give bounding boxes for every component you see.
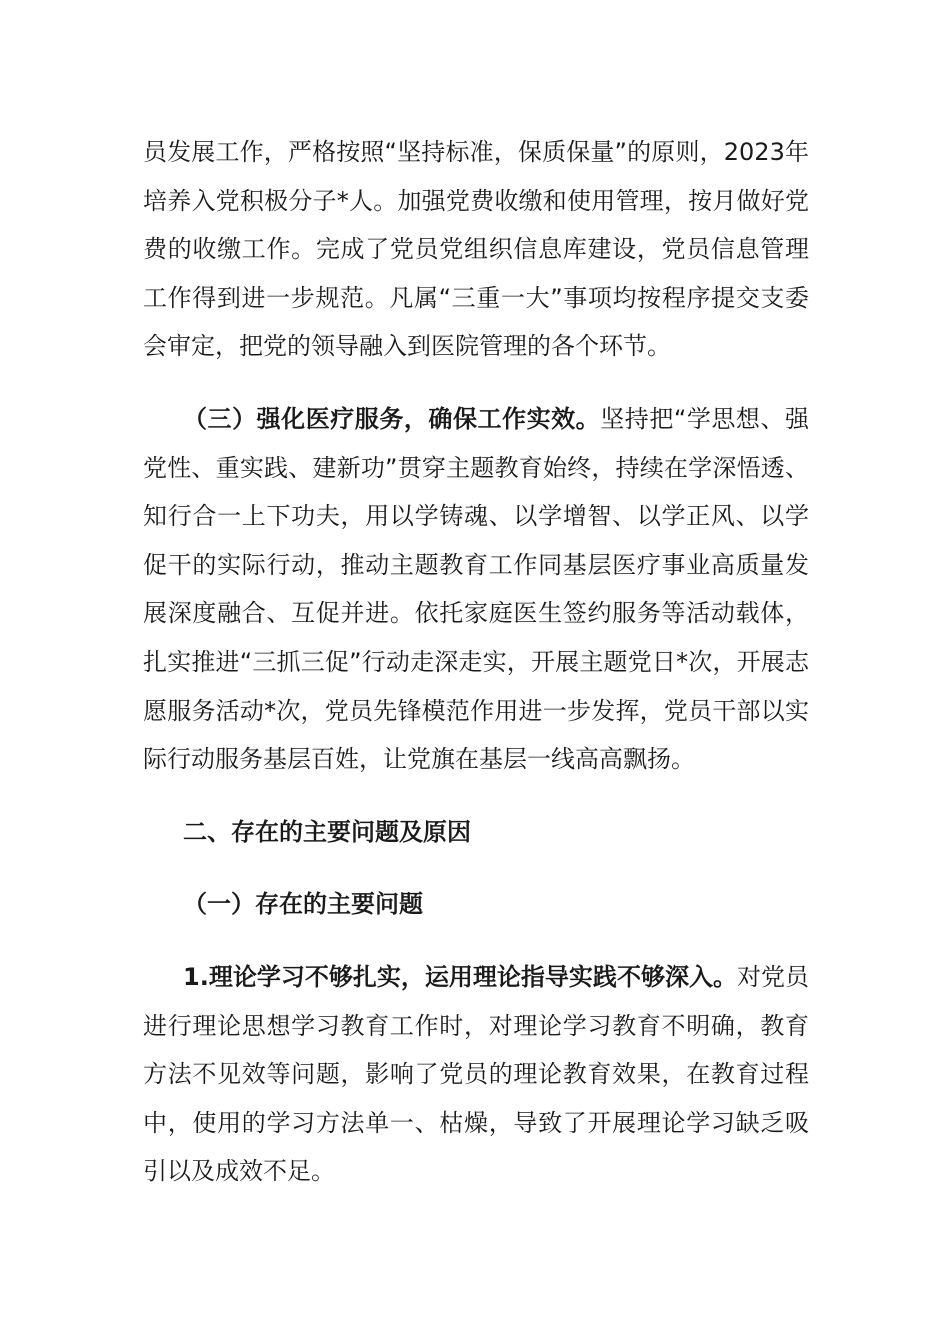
- paragraph-text: 员发展工作，严格按照“坚持标准，保质保量”的原则，2023年培养入党积极分子*人。加强党费收缴和使用管理，按月做好党费的收缴工作。完成了党员党组织信息库建设，党员信息管理工作得到进一步规范。凡属“三重一大”事项均按程序提交支委会审定，把党的领导融入到医院管理的各个环节。: [143, 138, 809, 361]
- section-heading-problems: 二、存在的主要问题及原因: [183, 817, 471, 846]
- paragraph-lead-heading: （三）强化医疗服务，确保工作实效。: [183, 404, 601, 433]
- document-body: [143, 128, 809, 1196]
- paragraph-gap: [143, 929, 809, 953]
- paragraph-text: 对党员进行理论思想学习教育工作时，对理论学习教育不明确，教育方法不见效等问题，影响了党员的理论教育效果，在教育过程中，使用的学习方法单一、枯燥，导致了开展理论学习缺乏吸引以及成效不足。: [143, 962, 809, 1186]
- paragraph-gap: [143, 371, 809, 395]
- paragraph-medical-service: [143, 395, 809, 784]
- paragraph-text: 坚持把“学思想、强党性、重实践、建新功”贯穿主题教育始终，持续在学深悟透、知行合一上下功夫，用以学铸魂、以学增智、以学正风、以学促干的实际行动，推动主题教育工作同基层医疗事业高质量发展深度融合、互促并进。依托家庭医生签约服务等活动载体，扎实推进“三抓三促”行动走深走实，开展主题党日*次，开展志愿服务活动*次，党员先锋模范作用进一步发挥，党员干部以实际行动服务基层百姓，让党旗在基层一线高高飘扬。: [143, 404, 810, 774]
- paragraph-gap: [143, 784, 809, 808]
- paragraph-lead-heading: 1.理论学习不够扎实，运用理论指导实践不够深入。: [183, 962, 737, 991]
- paragraph-theory-study: [143, 953, 809, 1196]
- subsection-heading-main-problems: （一）存在的主要问题: [183, 890, 423, 919]
- paragraph-party-member-development: [143, 128, 809, 371]
- paragraph-gap: [143, 856, 809, 880]
